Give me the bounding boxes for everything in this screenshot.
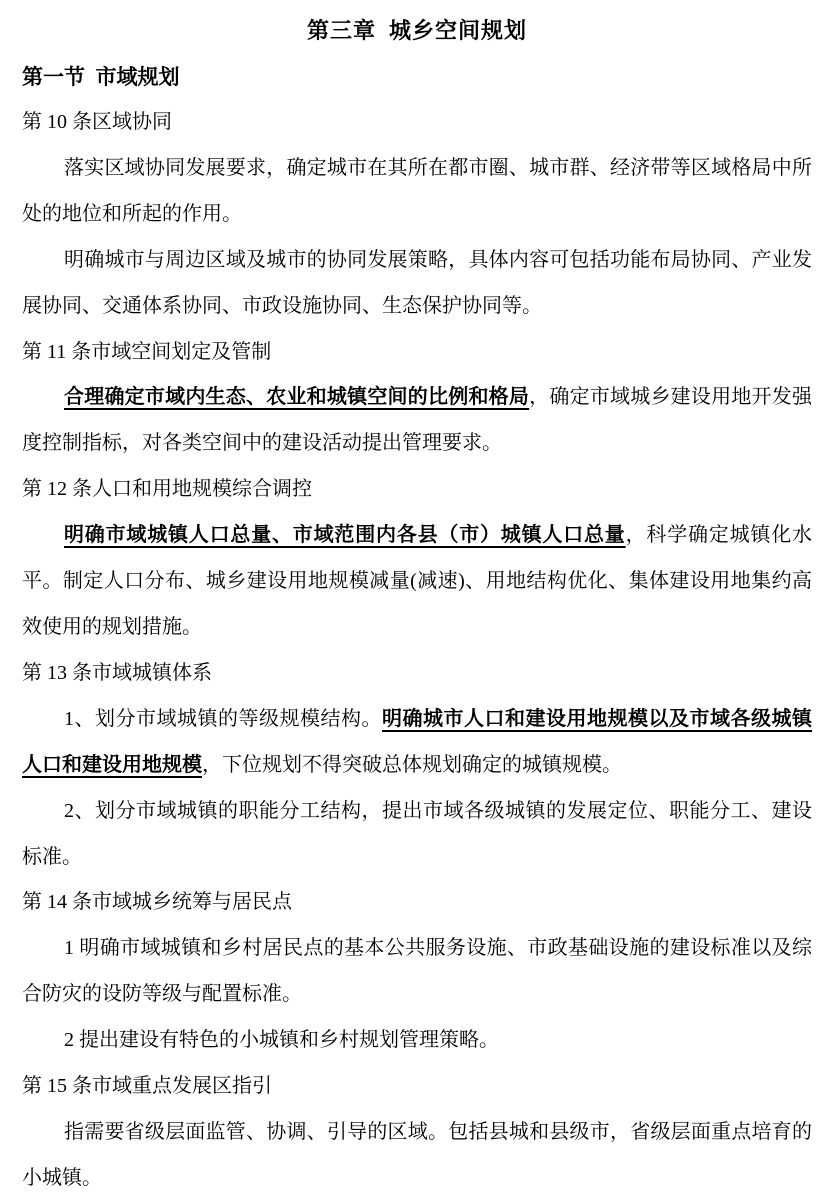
chapter-title: 第三章 城乡空间规划 — [306, 18, 527, 43]
text-run: ，科学确定城镇化水平。制定人口分布、城乡建设用地规模减量(减速)、用地结构优化、集体建设用地集约高效使用的规划措施。 — [22, 524, 813, 638]
text-run: 第 11 条市域空间划定及管制 — [22, 340, 272, 363]
text-run: 2 提出建设有特色的小城镇和乡村规划管理策略。 — [64, 1029, 499, 1052]
text-run: 1、划分市域城镇的等级规模结构。 — [64, 707, 382, 730]
paragraph — [22, 238, 812, 330]
text-run: 第 10 条区域协同 — [22, 111, 172, 133]
text-run: 第 13 条市域城镇体系 — [22, 661, 212, 684]
text-run: 落实区域协同发展要求，确定城市在其所在都市圈、城市群、经济带等区域格局中所处的地位和所起的作用。 — [22, 156, 812, 225]
text-run: 1 明确市域城镇和乡村居民点的基本公共服务设施、市政基础设施的建设标准以及综合防灾的设防等级与配置标准。 — [22, 937, 812, 1006]
section-heading: 第一节 市域规划 — [22, 65, 180, 89]
text-run: 指需要省级层面监管、协调、引导的区域。包括县城和县级市，省级层面重点培育的小城镇。 — [22, 1120, 812, 1189]
paragraph — [22, 1110, 812, 1192]
article-heading — [22, 467, 812, 513]
paragraph — [22, 146, 812, 238]
paragraph — [22, 697, 812, 789]
text-run: ，确定市域城乡建设用地开发强度控制指标，对各类空间中的建设活动提出管理要求。 — [22, 386, 813, 455]
emphasized-text: 合理确定市域内生态、农业和城镇空间的比例和格局 — [64, 386, 530, 409]
article-heading — [22, 100, 812, 146]
text-run: 明确城市与周边区域及城市的协同发展策略，具体内容可包括功能布局协同、产业发展协同、交通体系协同、市政设施协同、生态保护协同等。 — [22, 248, 812, 317]
emphasized-text: 明确市域城镇人口总量、市域范围内各县（市）城镇人口总量 — [64, 524, 626, 547]
text-run: 2、划分市域城镇的职能分工结构，提出市域各级城镇的发展定位、职能分工、建设标准。 — [22, 799, 812, 868]
emphasized-text: 明确城市人口和建设用地规模以及市域各级城镇人口和建设用地规模 — [22, 707, 812, 776]
article-heading — [22, 330, 812, 376]
paragraph — [22, 1018, 812, 1064]
paragraph — [22, 789, 812, 881]
article-heading — [22, 1064, 812, 1110]
paragraph — [22, 926, 812, 1018]
article-heading — [22, 880, 812, 926]
article-heading — [22, 651, 812, 697]
text-run: 第 14 条市域城乡统筹与居民点 — [22, 891, 292, 914]
paragraph — [22, 513, 812, 651]
text-run: ，下位规划不得突破总体规划确定的城镇规模。 — [202, 753, 622, 776]
text-run: 第 15 条市域重点发展区指引 — [22, 1075, 272, 1098]
document-body — [22, 100, 812, 1192]
paragraph — [22, 375, 812, 467]
text-run: 第 12 条人口和用地规模综合调控 — [22, 478, 312, 501]
